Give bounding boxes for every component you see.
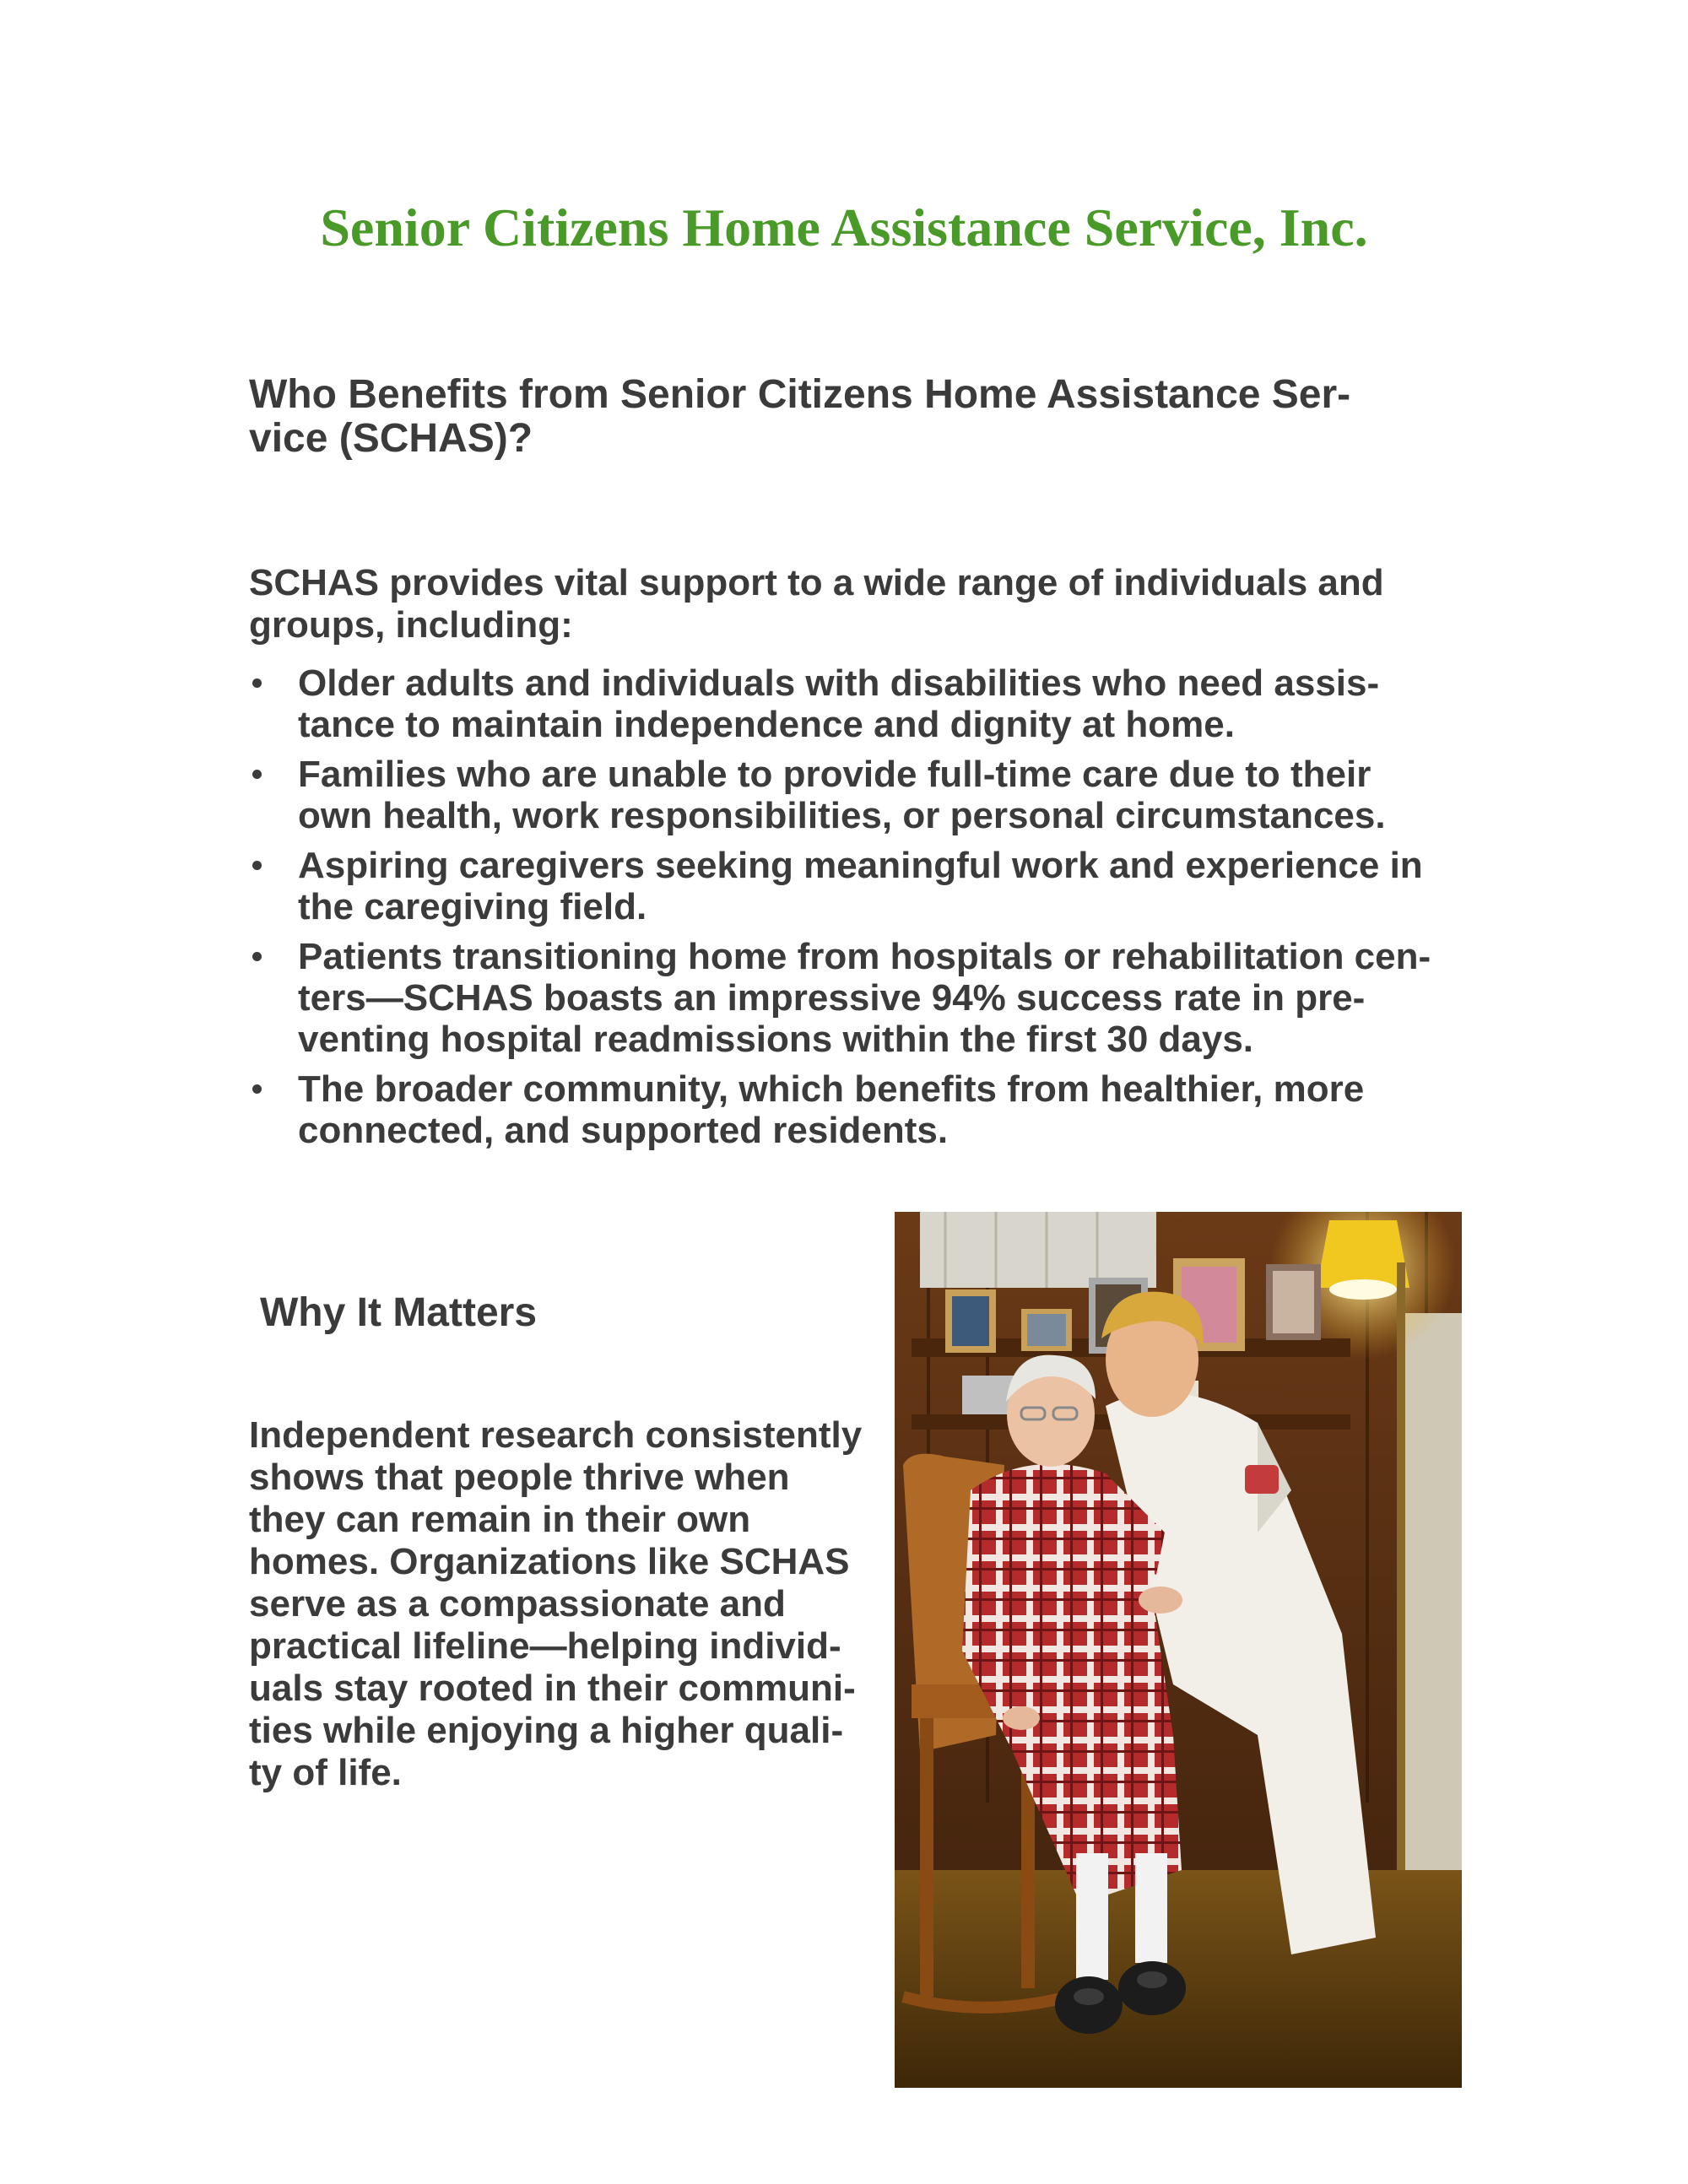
benefits-intro xyxy=(249,562,1481,646)
why-line: they can remain in their own xyxy=(249,1499,751,1540)
benefits-heading-line: Who Benefits from Senior Citizens Home Assistance Ser- xyxy=(249,372,1351,417)
benefit-line: venting hospital readmissions within the first 30 days. xyxy=(298,1019,1254,1060)
why-line: Independent research consistently xyxy=(249,1414,863,1456)
organization-title: Senior Citizens Home Assistance Service, Inc. xyxy=(320,197,1368,257)
bullet-icon xyxy=(252,1084,262,1094)
benefit-line: Families who are unable to provide full-time care due to their xyxy=(298,754,1372,795)
caregiver-photo xyxy=(895,1212,1462,2088)
why-line: ty of life. xyxy=(249,1752,402,1793)
benefit-line: connected, and supported residents. xyxy=(298,1110,949,1151)
why-line: practical lifeline—helping individ- xyxy=(249,1625,841,1667)
benefit-item-patients xyxy=(249,936,1481,1060)
bullet-icon xyxy=(252,770,262,779)
why-line: shows that people thrive when xyxy=(249,1457,790,1498)
why-line: serve as a compassionate and xyxy=(249,1583,786,1624)
benefits-intro-line: SCHAS provides vital support to a wide range of individuals and xyxy=(249,562,1384,603)
benefit-line: tance to maintain independence and dignity at home. xyxy=(298,704,1235,745)
benefit-item-older-adults xyxy=(249,662,1481,745)
why-line: uals stay rooted in their communi- xyxy=(249,1668,856,1709)
benefit-line: Older adults and individuals with disabilities who need assis- xyxy=(298,662,1380,704)
benefit-line: The broader community, which benefits from healthier, more xyxy=(298,1068,1365,1110)
benefits-intro-line: groups, including: xyxy=(249,604,573,646)
benefit-line: own health, work responsibilities, or personal circumstances. xyxy=(298,795,1386,836)
why-it-matters-heading: Why It Matters xyxy=(260,1290,538,1335)
benefit-line: Patients transitioning home from hospitals or rehabilitation cen- xyxy=(298,936,1431,977)
benefit-line: the caregiving field. xyxy=(298,886,647,927)
why-line: homes. Organizations like SCHAS xyxy=(249,1541,850,1582)
benefit-line: Aspiring caregivers seeking meaningful work and experience in xyxy=(298,845,1423,886)
why-it-matters-paragraph xyxy=(249,1414,890,1794)
benefits-list xyxy=(249,662,1481,1160)
benefit-item-caregivers xyxy=(249,845,1481,927)
bullet-icon xyxy=(252,952,262,961)
bullet-icon xyxy=(252,678,262,688)
benefit-item-families xyxy=(249,754,1481,836)
benefits-heading-line: vice (SCHAS)? xyxy=(249,416,533,461)
why-line: ties while enjoying a higher quali- xyxy=(249,1710,844,1751)
bullet-icon xyxy=(252,861,262,870)
benefits-heading xyxy=(249,373,1481,461)
benefit-line: ters—SCHAS boasts an impressive 94% success rate in pre- xyxy=(298,977,1366,1019)
benefit-item-community xyxy=(249,1068,1481,1151)
photo-illustration xyxy=(895,1212,1462,2088)
